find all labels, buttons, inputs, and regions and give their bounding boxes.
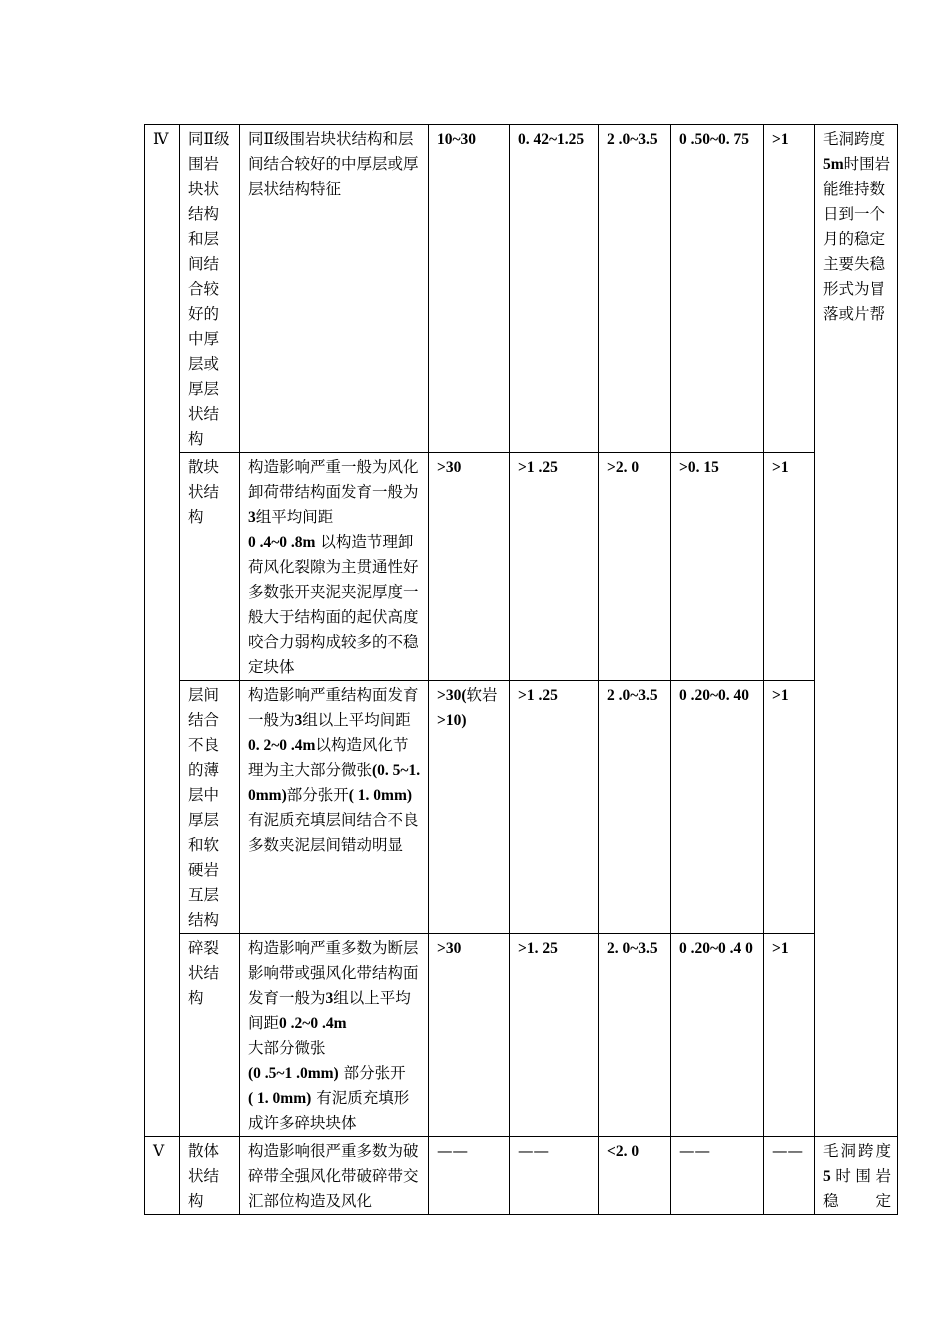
remark-text: 毛洞跨度 [823,1142,891,1160]
text-run: 以构造风化节理为主大部分微张 [248,736,409,779]
remark-text: 时围岩稳定 [823,1167,891,1210]
text-run: 组以上平均间距 [302,711,411,729]
text-run: 部分张开 [286,786,349,804]
remark-text: 时围岩能维持数日到一个月的稳定主要失稳形式为冒落或片帮 [823,155,891,323]
value-cell: —— [510,1137,599,1215]
text-run: 大部分微张 [248,1039,326,1057]
text-run: 有泥质充填形成许多碎块块体 [248,1089,410,1132]
description-cell: 构造影响很严重多数为破碎带全强风化带破碎带交汇部位构造及风化 [240,1137,429,1215]
structure-cell: 散体状结构 [180,1137,240,1215]
number-run: ( 1. 0mm) [348,787,413,804]
text-run: 部分张开 [343,1064,406,1082]
description-cell [240,453,429,681]
number-run: 0 .2~0 .4m [279,1015,347,1032]
value-cell: >1 [764,934,815,1137]
text-run: 组以上平均间距 [248,989,411,1032]
number-run: (0. 5~1. 0mm) [248,762,421,804]
value-cell: 0 .20~0. 40 [671,681,764,934]
value-cell: >1 [764,125,815,453]
text-run: 构造影响严重多数为断层影响带或强风化带结构面发育一般为 [248,939,419,1007]
number-run: (0 .5~1 .0mm) [248,1065,339,1082]
number-run: 0 .4~0 .8m [248,534,316,551]
value-cell: 10~30 [429,125,510,453]
value-cell: >30 [429,934,510,1137]
number-run: 0. 2~0 .4m [248,737,316,754]
number-run: 3 [325,990,334,1007]
table-row [145,934,898,1137]
value-cell: >1 .25 [510,681,599,934]
structure-cell: 同Ⅱ级围岩块状结构和层间结合较好的中厚层或厚层状结构 [180,125,240,453]
table-row [145,681,898,934]
value-cell: >1 .25 [510,453,599,681]
table-row [145,125,898,453]
description-cell [240,681,429,934]
number-run: >10) [437,712,467,729]
value-cell: 0 .20~0 .4 0 [671,934,764,1137]
value-cell [429,681,510,934]
text-run: 软岩 [466,686,498,704]
number-run: 3 [294,712,303,729]
text-run: 有泥质充填层间结合不良多数夹泥层间错动明显 [248,811,419,854]
remark-cell [815,1137,898,1215]
value-cell: <2. 0 [599,1137,671,1215]
table-row [145,453,898,681]
value-cell: —— [764,1137,815,1215]
remark-number: 5m [823,156,844,173]
text-run: 以构造节理卸荷风化裂隙为主贯通性好多数张开夹泥夹泥厚度一般大于结构面的起伏高度咬合力弱构成较多的不稳定块体 [248,533,419,676]
remark-cell [815,125,898,1137]
text-run: 组平均间距 [255,508,334,526]
value-cell: 2 .0~3.5 [599,681,671,934]
text-run: 构造影响严重结构面发育一般为 [248,686,419,729]
structure-cell: 碎裂状结构 [180,934,240,1137]
number-run: >30( [437,687,467,704]
value-cell: —— [671,1137,764,1215]
remark-text: 毛洞跨度 [823,130,886,148]
value-cell: >30 [429,453,510,681]
table-row [145,1137,898,1215]
rock-classification-table [144,124,898,1215]
number-run: 3 [248,509,256,526]
value-cell: >1. 25 [510,934,599,1137]
grade-cell: Ⅴ [145,1137,180,1215]
value-cell: >2. 0 [599,453,671,681]
value-cell: 0 .50~0. 75 [671,125,764,453]
text-run: 构造影响严重一般为风化卸荷带结构面发育一般为 [248,458,419,501]
value-cell: 2. 0~3.5 [599,934,671,1137]
description-cell: 同Ⅱ级围岩块状结构和层间结合较好的中厚层或厚层状结构特征 [240,125,429,453]
value-cell: —— [429,1137,510,1215]
value-cell: 0. 42~1.25 [510,125,599,453]
structure-cell: 散块状结构 [180,453,240,681]
structure-cell: 层间结合不良的薄层中厚层和软硬岩互层结构 [180,681,240,934]
description-cell [240,934,429,1137]
value-cell: >0. 15 [671,453,764,681]
value-cell: >1 [764,453,815,681]
number-run: ( 1. 0mm) [248,1090,312,1107]
value-cell: >1 [764,681,815,934]
grade-cell: Ⅳ [145,125,180,1137]
remark-number: 5 [823,1168,831,1185]
value-cell: 2 .0~3.5 [599,125,671,453]
